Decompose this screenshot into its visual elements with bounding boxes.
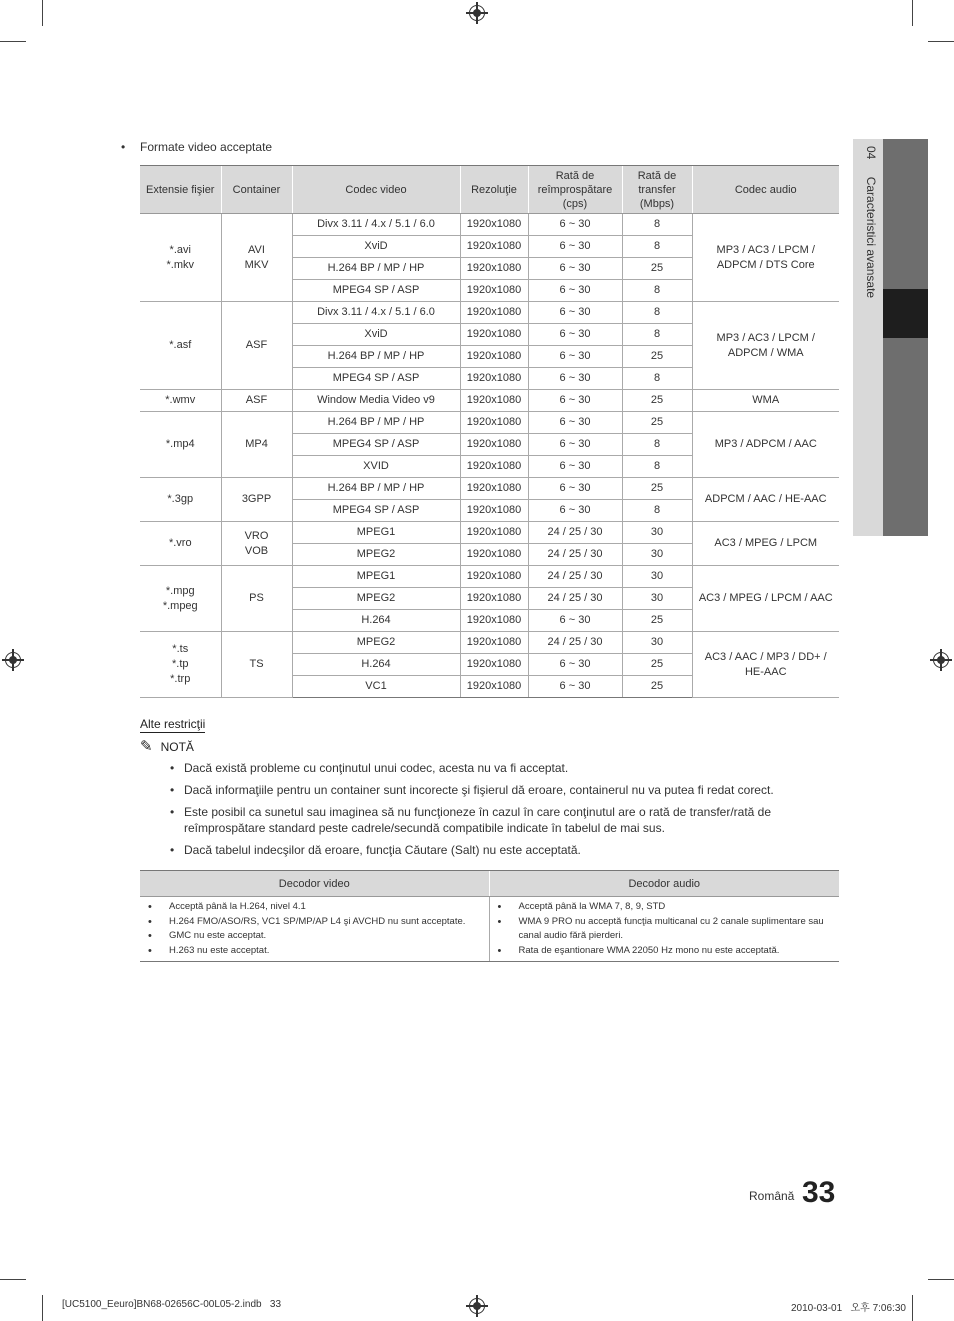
- column-header: Rată de transfer (Mbps): [622, 166, 692, 214]
- video-codec-cell: MPEG4 SP / ASP: [292, 500, 460, 522]
- registration-mark-icon: [5, 652, 21, 668]
- crop-mark: [928, 41, 954, 42]
- crop-mark: [928, 1279, 954, 1280]
- section-heading: Formate video acceptate: [140, 140, 273, 154]
- resolution-cell: 1920x1080: [460, 588, 528, 610]
- video-codec-cell: MPEG4 SP / ASP: [292, 280, 460, 302]
- container-cell: AVI MKV: [221, 214, 292, 302]
- frame-rate-cell: 6 ~ 30: [528, 302, 622, 324]
- bit-rate-cell: 8: [622, 302, 692, 324]
- table-row: [140, 302, 839, 324]
- page-number: 33: [802, 1176, 836, 1209]
- video-codec-cell: MPEG2: [292, 588, 460, 610]
- crop-mark: [42, 1295, 43, 1321]
- video-codec-cell: Divx 3.11 / 4.x / 5.1 / 6.0: [292, 302, 460, 324]
- list-item: • Este posibil ca sunetul sau imaginea să nu funcţioneze în cazul în care conţinutul are o rată de transfer/rată de reîmprospătare standard peste cadrele/secundă compatibile indicate în tabelul de mai sus.: [170, 804, 810, 836]
- video-codec-cell: Divx 3.11 / 4.x / 5.1 / 6.0: [292, 214, 460, 236]
- resolution-cell: 1920x1080: [460, 500, 528, 522]
- container-cell: ASF: [221, 390, 292, 412]
- bit-rate-cell: 30: [622, 566, 692, 588]
- resolution-cell: 1920x1080: [460, 478, 528, 500]
- list-item: • Acceptă până la WMA 7, 8, 9, STD: [498, 900, 836, 915]
- audio-codec-cell: MP3 / AC3 / LPCM / ADPCM / WMA: [692, 302, 839, 390]
- column-header: Decodor audio: [489, 871, 839, 897]
- audio-codec-cell: WMA: [692, 390, 839, 412]
- list-item: • Dacă tabelul indecşilor dă eroare, funcţia Căutare (Salt) nu este acceptată.: [170, 842, 810, 858]
- pencil-icon: ✎: [140, 738, 153, 755]
- video-codec-cell: H.264: [292, 654, 460, 676]
- table-row: [140, 412, 839, 434]
- crop-mark: [0, 1279, 26, 1280]
- resolution-cell: 1920x1080: [460, 434, 528, 456]
- bit-rate-cell: 30: [622, 588, 692, 610]
- frame-rate-cell: 6 ~ 30: [528, 676, 622, 698]
- bit-rate-cell: 25: [622, 654, 692, 676]
- resolution-cell: 1920x1080: [460, 390, 528, 412]
- frame-rate-cell: 6 ~ 30: [528, 412, 622, 434]
- resolution-cell: 1920x1080: [460, 610, 528, 632]
- frame-rate-cell: 6 ~ 30: [528, 434, 622, 456]
- bit-rate-cell: 8: [622, 236, 692, 258]
- resolution-cell: 1920x1080: [460, 522, 528, 544]
- bit-rate-cell: 25: [622, 258, 692, 280]
- resolution-cell: 1920x1080: [460, 654, 528, 676]
- audio-codec-cell: ADPCM / AAC / HE-AAC: [692, 478, 839, 522]
- chapter-number: 04: [864, 146, 878, 160]
- column-header: Codec audio: [692, 166, 839, 214]
- resolution-cell: 1920x1080: [460, 236, 528, 258]
- section-intro: [121, 140, 272, 154]
- crop-mark: [912, 0, 913, 26]
- video-codec-cell: H.264 BP / MP / HP: [292, 412, 460, 434]
- bullet: •: [121, 140, 126, 154]
- bit-rate-cell: 8: [622, 324, 692, 346]
- frame-rate-cell: 6 ~ 30: [528, 390, 622, 412]
- bit-rate-cell: 30: [622, 522, 692, 544]
- bit-rate-cell: 25: [622, 610, 692, 632]
- video-codec-cell: Window Media Video v9: [292, 390, 460, 412]
- restrictions-title: Alte restricţii: [140, 717, 206, 731]
- video-codec-cell: MPEG1: [292, 566, 460, 588]
- list-item: • H.263 nu este acceptat.: [148, 944, 485, 959]
- video-codec-cell: H.264 BP / MP / HP: [292, 346, 460, 368]
- frame-rate-cell: 6 ~ 30: [528, 236, 622, 258]
- column-header: Rezoluţie: [460, 166, 528, 214]
- list-item: • WMA 9 PRO nu acceptă funcţia multicanal cu 2 canale suplimentare sau canal audio fără pierderi.: [498, 915, 836, 944]
- video-codec-cell: XviD: [292, 236, 460, 258]
- side-tab-label: [858, 146, 878, 298]
- extension-cell: *.ts *.tp *.trp: [140, 632, 221, 698]
- print-date-info: 2010-03-01 오후 7:06:30: [791, 1303, 906, 1314]
- table-row: [140, 214, 839, 236]
- video-codec-cell: XviD: [292, 324, 460, 346]
- video-codec-cell: VC1: [292, 676, 460, 698]
- bit-rate-cell: 8: [622, 456, 692, 478]
- extension-cell: *.wmv: [140, 390, 221, 412]
- frame-rate-cell: 24 / 25 / 30: [528, 566, 622, 588]
- resolution-cell: 1920x1080: [460, 214, 528, 236]
- resolution-cell: 1920x1080: [460, 544, 528, 566]
- resolution-cell: 1920x1080: [460, 280, 528, 302]
- audio-decoder-cell: [489, 897, 839, 962]
- audio-codec-cell: AC3 / MPEG / LPCM / AAC: [692, 566, 839, 632]
- video-codec-cell: MPEG2: [292, 544, 460, 566]
- bit-rate-cell: 25: [622, 676, 692, 698]
- bit-rate-cell: 25: [622, 346, 692, 368]
- registration-mark-icon: [469, 5, 485, 21]
- container-cell: 3GPP: [221, 478, 292, 522]
- table-row: [140, 522, 839, 544]
- list-item: • GMC nu este acceptat.: [148, 929, 485, 944]
- frame-rate-cell: 6 ~ 30: [528, 368, 622, 390]
- frame-rate-cell: 6 ~ 30: [528, 500, 622, 522]
- frame-rate-cell: 6 ~ 30: [528, 610, 622, 632]
- crop-mark: [42, 0, 43, 26]
- list-item: • Dacă informaţiile pentru un container sunt incorecte şi fişierul dă eroare, containerul nu va putea fi redat corect.: [170, 782, 810, 798]
- container-cell: TS: [221, 632, 292, 698]
- video-codec-cell: MPEG4 SP / ASP: [292, 368, 460, 390]
- column-header: Codec video: [292, 166, 460, 214]
- container-cell: PS: [221, 566, 292, 632]
- audio-codec-cell: MP3 / AC3 / LPCM / ADPCM / DTS Core: [692, 214, 839, 302]
- bit-rate-cell: 30: [622, 544, 692, 566]
- table-row: [140, 390, 839, 412]
- table-row: [140, 897, 839, 962]
- video-codec-cell: MPEG2: [292, 632, 460, 654]
- list-item: • Rata de eşantionare WMA 22050 Hz mono nu este acceptată.: [498, 944, 836, 959]
- video-formats-table: [140, 165, 839, 698]
- audio-codec-cell: AC3 / AAC / MP3 / DD+ / HE-AAC: [692, 632, 839, 698]
- audio-codec-cell: MP3 / ADPCM / AAC: [692, 412, 839, 478]
- frame-rate-cell: 6 ~ 30: [528, 258, 622, 280]
- video-codec-cell: MPEG4 SP / ASP: [292, 434, 460, 456]
- audio-codec-cell: AC3 / MPEG / LPCM: [692, 522, 839, 566]
- chapter-title: Caracteristici avansate: [864, 176, 878, 299]
- video-codec-cell: H.264 BP / MP / HP: [292, 478, 460, 500]
- container-cell: MP4: [221, 412, 292, 478]
- frame-rate-cell: 24 / 25 / 30: [528, 522, 622, 544]
- list-item: • Dacă există probleme cu conţinutul unui codec, acesta nu va fi acceptat.: [170, 760, 810, 776]
- footer-language: Română: [749, 1189, 795, 1203]
- note-heading: [140, 737, 194, 755]
- side-tab-active-marker: [883, 289, 928, 338]
- table-header-row: [140, 166, 839, 214]
- crop-mark: [912, 1295, 913, 1321]
- decoder-table: [140, 870, 839, 962]
- bit-rate-cell: 8: [622, 280, 692, 302]
- extension-cell: *.mpg *.mpeg: [140, 566, 221, 632]
- column-header: Rată de reîmprospătare (cps): [528, 166, 622, 214]
- frame-rate-cell: 6 ~ 30: [528, 456, 622, 478]
- video-codec-cell: MPEG1: [292, 522, 460, 544]
- resolution-cell: 1920x1080: [460, 302, 528, 324]
- note-label: NOTĂ: [160, 740, 194, 754]
- frame-rate-cell: 24 / 25 / 30: [528, 632, 622, 654]
- video-codec-cell: H.264 BP / MP / HP: [292, 258, 460, 280]
- notes-list: [170, 760, 810, 864]
- resolution-cell: 1920x1080: [460, 412, 528, 434]
- column-header: Extensie fişier: [140, 166, 221, 214]
- table-header-row: [140, 871, 839, 897]
- resolution-cell: 1920x1080: [460, 346, 528, 368]
- resolution-cell: 1920x1080: [460, 566, 528, 588]
- extension-cell: *.mp4: [140, 412, 221, 478]
- frame-rate-cell: 6 ~ 30: [528, 478, 622, 500]
- column-header: Decodor video: [140, 871, 489, 897]
- bit-rate-cell: 8: [622, 368, 692, 390]
- bit-rate-cell: 25: [622, 412, 692, 434]
- frame-rate-cell: 6 ~ 30: [528, 280, 622, 302]
- resolution-cell: 1920x1080: [460, 324, 528, 346]
- column-header: Container: [221, 166, 292, 214]
- registration-mark-icon: [933, 652, 949, 668]
- frame-rate-cell: 6 ~ 30: [528, 214, 622, 236]
- frame-rate-cell: 6 ~ 30: [528, 324, 622, 346]
- resolution-cell: 1920x1080: [460, 258, 528, 280]
- registration-mark-icon: [469, 1298, 485, 1314]
- extension-cell: *.avi *.mkv: [140, 214, 221, 302]
- video-codec-cell: H.264: [292, 610, 460, 632]
- resolution-cell: 1920x1080: [460, 368, 528, 390]
- extension-cell: *.asf: [140, 302, 221, 390]
- table-row: [140, 632, 839, 654]
- list-item: • Acceptă până la H.264, nivel 4.1: [148, 900, 485, 915]
- extension-cell: *.vro: [140, 522, 221, 566]
- video-codec-cell: XVID: [292, 456, 460, 478]
- bit-rate-cell: 8: [622, 434, 692, 456]
- frame-rate-cell: 6 ~ 30: [528, 654, 622, 676]
- bit-rate-cell: 8: [622, 214, 692, 236]
- resolution-cell: 1920x1080: [460, 632, 528, 654]
- bit-rate-cell: 8: [622, 500, 692, 522]
- video-decoder-cell: [140, 897, 489, 962]
- table-row: [140, 566, 839, 588]
- bit-rate-cell: 25: [622, 390, 692, 412]
- bit-rate-cell: 30: [622, 632, 692, 654]
- print-file-info: [UC5100_Eeuro]BN68-02656C-00L05-2.indb 33: [62, 1299, 282, 1310]
- crop-mark: [0, 41, 26, 42]
- container-cell: ASF: [221, 302, 292, 390]
- frame-rate-cell: 6 ~ 30: [528, 346, 622, 368]
- frame-rate-cell: 24 / 25 / 30: [528, 544, 622, 566]
- container-cell: VRO VOB: [221, 522, 292, 566]
- frame-rate-cell: 24 / 25 / 30: [528, 588, 622, 610]
- table-row: [140, 478, 839, 500]
- resolution-cell: 1920x1080: [460, 456, 528, 478]
- bit-rate-cell: 25: [622, 478, 692, 500]
- resolution-cell: 1920x1080: [460, 676, 528, 698]
- list-item: • H.264 FMO/ASO/RS, VC1 SP/MP/AP L4 şi AVCHD nu sunt acceptate.: [148, 915, 485, 930]
- extension-cell: *.3gp: [140, 478, 221, 522]
